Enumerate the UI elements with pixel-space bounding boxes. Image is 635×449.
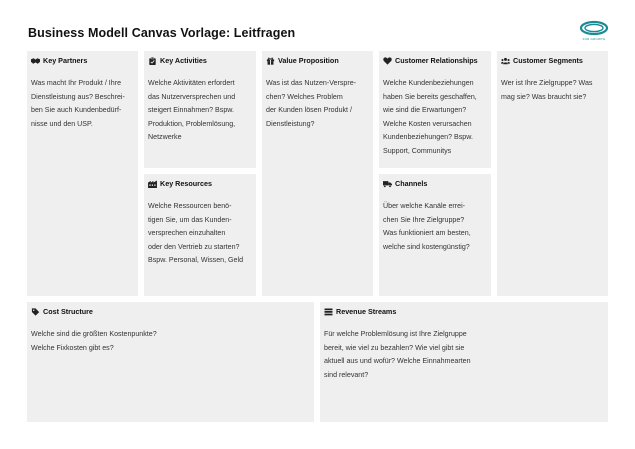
company-logo xyxy=(579,20,609,46)
factory-icon xyxy=(148,180,157,188)
key-resources-text: Welche Ressourcen benö- tigen Sie, um das Kunden- versprechen einzuhalten oder den Vertrieb zu starten? Bspw. Personal, Wissen, Geld xyxy=(148,202,244,264)
revenue-streams-title: Revenue Streams xyxy=(336,307,397,316)
money-icon xyxy=(324,308,333,316)
logo-text: FOR GROWTH xyxy=(582,37,606,41)
logo-rings-icon xyxy=(579,20,609,38)
customer-segments-section[interactable] xyxy=(497,51,608,296)
key-resources-section[interactable] xyxy=(144,174,256,296)
truck-icon xyxy=(383,180,392,188)
value-proposition-title: Value Proposition xyxy=(278,56,339,65)
customer-relationships-title: Customer Relationships xyxy=(395,56,478,65)
key-partners-section[interactable] xyxy=(27,51,138,296)
revenue-streams-section[interactable] xyxy=(320,302,608,422)
key-activities-text: Welche Aktivitäten erfordert das Nutzerversprechen und steigert Einnahmen? Bspw. Produktion, Problemlösung, Netzwerke xyxy=(148,79,236,141)
cost-structure-text: Welche sind die größten Kostenpunkte? Welche Fixkosten gibt es? xyxy=(31,330,157,352)
key-activities-title: Key Activities xyxy=(160,56,207,65)
revenue-streams-text: Für welche Problemlösung ist Ihre Zielgruppe bereit, wie viel zu bezahlen? Wie viel gibt sie aktuell aus und wofür? Welche Einnahmearten sind relevant? xyxy=(324,330,471,379)
key-partners-title: Key Partners xyxy=(43,56,88,65)
key-resources-title: Key Resources xyxy=(160,179,212,188)
tag-icon xyxy=(31,308,40,316)
clipboard-icon xyxy=(148,57,157,65)
cost-structure-section[interactable] xyxy=(27,302,314,422)
heart-icon xyxy=(383,57,392,65)
handshake-icon xyxy=(31,57,40,65)
customer-relationships-text: Welche Kundenbeziehungen haben Sie bereits geschaffen, wie sind die Erwartungen? Welche Kosten verursachen Kundenbeziehungen? Bspw. Support, Communitys xyxy=(383,79,477,155)
key-partners-text: Was macht Ihr Produkt / Ihre Dienstleistung aus? Beschrei- ben Sie auch Kundenbedürf- nisse und den USP. xyxy=(31,79,125,128)
customer-relationships-section[interactable] xyxy=(379,51,491,168)
channels-text: Über welche Kanäle errei- chen Sie Ihre Zielgruppe? Was funktioniert am besten, welche sind kostengünstig? xyxy=(383,202,471,251)
channels-section[interactable] xyxy=(379,174,491,296)
cost-structure-title: Cost Structure xyxy=(43,307,93,316)
users-icon xyxy=(501,57,510,65)
key-activities-section[interactable] xyxy=(144,51,256,168)
page-title: Business Modell Canvas Vorlage: Leitfragen xyxy=(28,26,296,40)
gift-icon xyxy=(266,57,275,65)
customer-segments-text: Wer ist Ihre Zielgruppe? Was mag sie? Was braucht sie? xyxy=(501,79,593,101)
channels-title: Channels xyxy=(395,179,428,188)
value-proposition-text: Was ist das Nutzen-Verspre- chen? Welches Problem der Kunden lösen Produkt / Dienstleistung? xyxy=(266,79,357,128)
customer-segments-title: Customer Segments xyxy=(513,56,583,65)
value-proposition-section[interactable] xyxy=(262,51,373,296)
